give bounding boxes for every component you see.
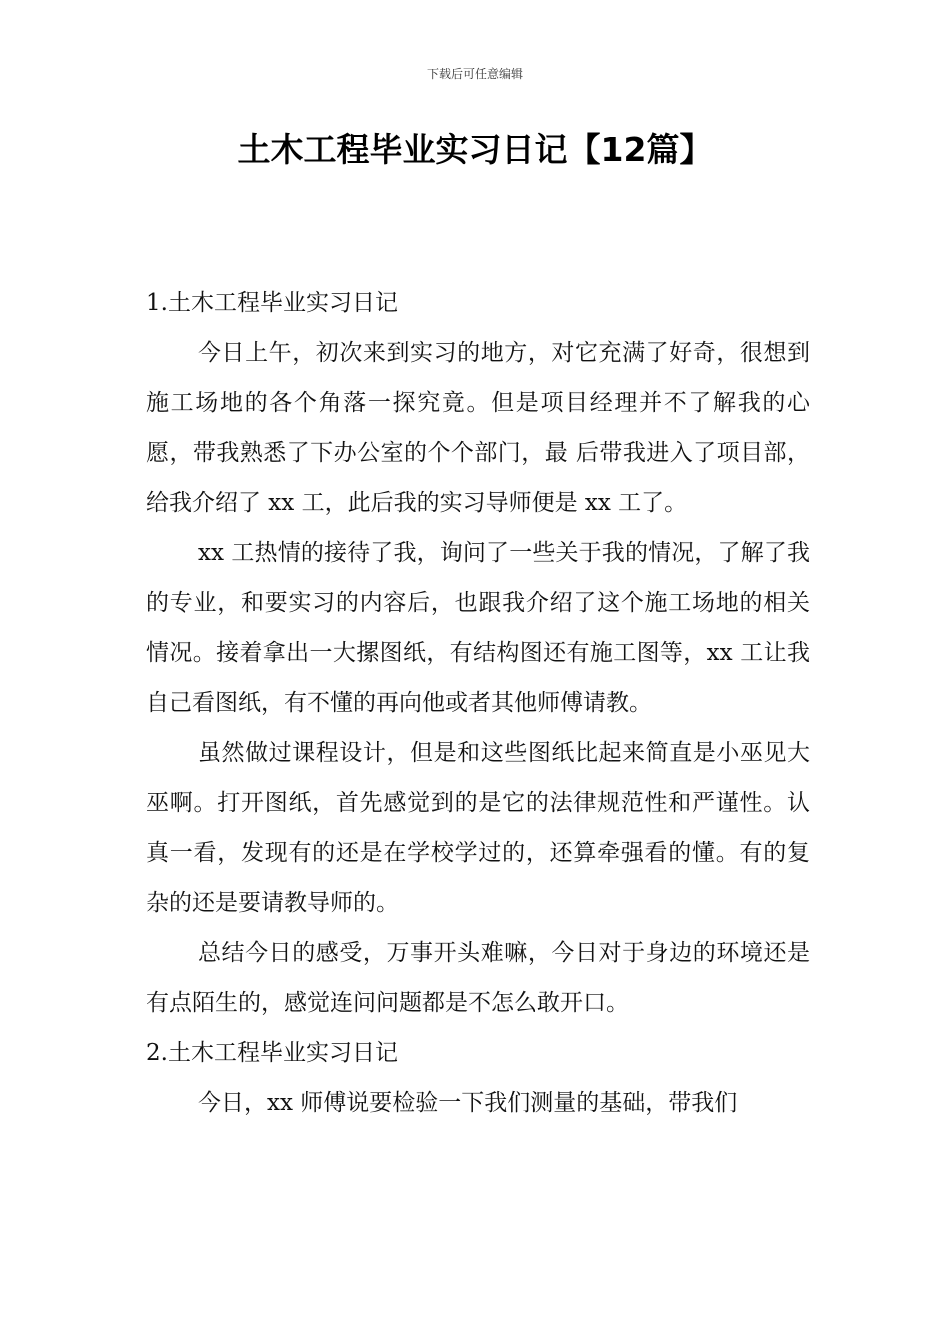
paragraph: 虽然做过课程设计，但是和这些图纸比起来简直是小巫见大巫啊。打开图纸，首先感觉到的是它的法律规范性和严谨性。认真一看，发现有的还是在学校学过的，还算牵强看的懂。有的复杂的还是要请教导师的。 (146, 740, 810, 916)
document-title: 土木工程毕业实习日记【12篇】 (237, 130, 713, 169)
paragraph: 总结今日的感受，万事开头难嘛，今日对于身边的环境还是有点陌生的，感觉连问问题都是不怎么敢开口。 (146, 940, 810, 1016)
paragraph: 今日，xx 师傅说要检验一下我们测量的基础，带我们 (198, 1090, 738, 1116)
header-note: 下载后可任意编辑 (426, 67, 523, 81)
section-heading-2: 2.土木工程毕业实习日记 (146, 1040, 398, 1066)
document-body (146, 278, 810, 1128)
paragraph: xx 工热情的接待了我，询问了一些关于我的情况，了解了我的专业，和要实习的内容后，也跟我介绍了这个施工场地的相关情况。接着拿出一大摞图纸，有结构图还有施工图等，xx 工让我自己看图纸，有不懂的再向他或者其他师傅请教。 (146, 540, 810, 716)
section-heading-1: 1.土木工程毕业实习日记 (146, 290, 398, 316)
paragraph: 今日上午，初次来到实习的地方，对它充满了好奇，很想到施工场地的各个角落一探究竟。但是项目经理并不了解我的心愿，带我熟悉了下办公室的个个部门，最 后带我进入了项目部，给我介绍了 xx 工，此后我的实习导师便是 xx 工了。 (146, 340, 810, 516)
